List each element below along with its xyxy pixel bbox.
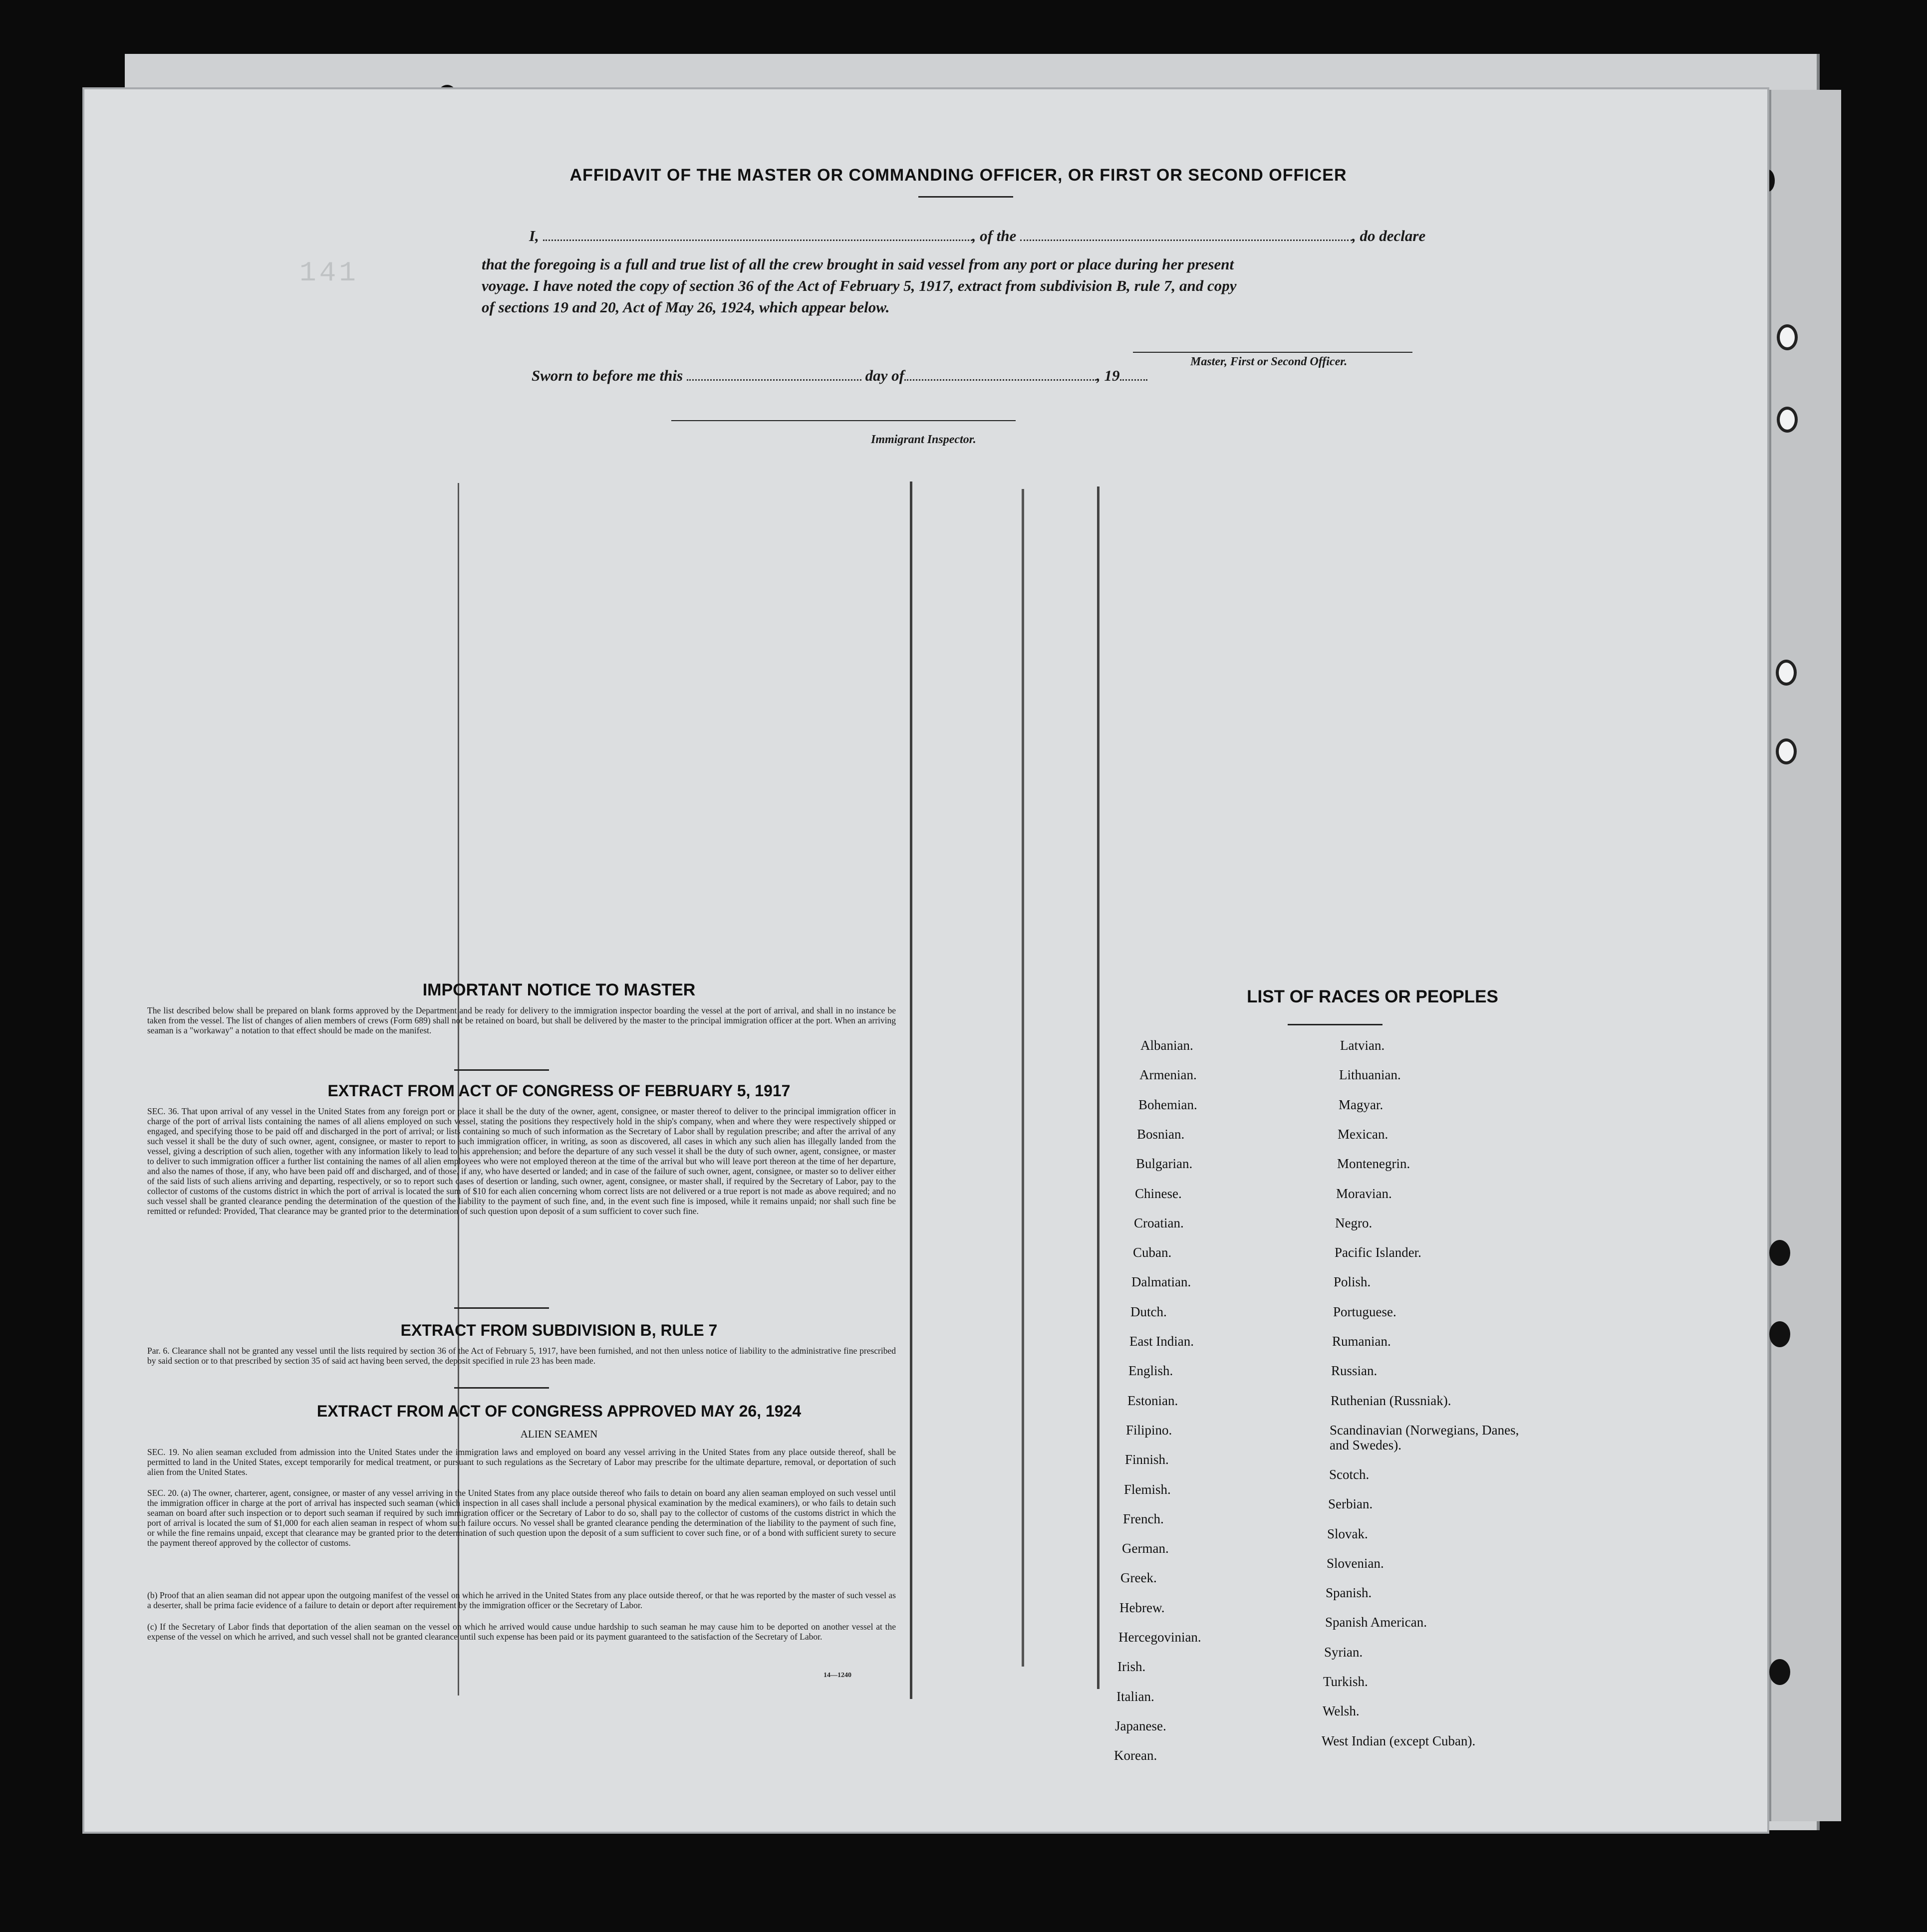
race-item: Scandinavian (Norwegians, Danes, and Swedes). xyxy=(1330,1422,1519,1452)
notice-text: The list described below shall be prepared on blank forms approved by the Department and be ready for delivery to the immigration inspector boarding the vessel at the port of arrival, and shall in no instance be taken from the vessel. The list of changes of alien members of crews (Form 689) shall not be retained on board, but shall be delivered by the master to the principal immigration officer at the port. When an arriving seaman is a "workaway" a notation to that effect should be made on the manifest. xyxy=(147,1005,896,1035)
race-item: Spanish. xyxy=(1326,1585,1372,1601)
inspector-label: Immigrant Inspector. xyxy=(871,433,976,446)
affidavit-line1 xyxy=(529,227,1425,245)
sworn-line xyxy=(532,367,1147,385)
race-item: Polish. xyxy=(1334,1274,1371,1290)
vertical-rule xyxy=(1097,486,1100,1689)
rule7-text: Par. 6. Clearance shall not be granted any vessel until the lists required by section 36 of the Act of February 5, 1917, have been furnished, and not then unless notice of liability to the administrative fine prescribed by said section or to that prescribed by section 35 of said act having been served, the deposit specified in rule 23 has been made. xyxy=(147,1346,896,1366)
affidavit-title: AFFIDAVIT OF THE MASTER OR COMMANDING OFFICER, OR FIRST OR SECOND OFFICER xyxy=(569,166,1347,185)
race-item: Dutch. xyxy=(1130,1304,1167,1319)
notice-rule xyxy=(454,1069,549,1071)
title-rule xyxy=(918,196,1013,198)
extract-1917-rule xyxy=(454,1307,549,1309)
stamp-number: 141 xyxy=(299,257,359,289)
race-item: Moravian. xyxy=(1336,1186,1392,1201)
alien-seamen-subtitle: ALIEN SEAMEN xyxy=(520,1428,598,1440)
race-item: Ruthenian (Russniak). xyxy=(1331,1393,1451,1408)
race-item: Mexican. xyxy=(1338,1126,1388,1142)
race-item: Slovak. xyxy=(1327,1526,1368,1541)
sec20b-text: (b) Proof that an alien seaman did not appear upon the outgoing manifest of the vessel on which he arrived in the United States from any place outside thereof, or that he was reported by the master of such vessel as a deserter, shall be prima facie evidence of a failure to detain or deport after requirement by the immigration officer or the Secretary of Labor. xyxy=(147,1590,896,1610)
race-item: Estonian. xyxy=(1127,1393,1178,1408)
race-item: Hercegovinian. xyxy=(1118,1630,1201,1645)
race-item: Italian. xyxy=(1116,1689,1154,1704)
race-item: Scotch. xyxy=(1329,1466,1370,1482)
month-blank[interactable] xyxy=(904,379,1097,381)
race-item: Syrian. xyxy=(1324,1644,1363,1660)
of-the-label: , of the xyxy=(972,227,1017,244)
race-item: Rumanian. xyxy=(1332,1334,1391,1349)
i-label: I, xyxy=(529,227,539,244)
binder-hole xyxy=(1769,1321,1790,1347)
race-item: English. xyxy=(1128,1363,1173,1379)
extract-1917-title: EXTRACT FROM ACT OF CONGRESS OF FEBRUARY 5, 1917 xyxy=(327,1082,791,1100)
year-blank[interactable] xyxy=(1120,379,1147,381)
race-item: West Indian (except Cuban). xyxy=(1322,1733,1476,1748)
race-item: Armenian. xyxy=(1139,1067,1197,1083)
race-item: Greek. xyxy=(1120,1570,1157,1586)
race-item: Flemish. xyxy=(1124,1481,1171,1497)
race-item: Montenegrin. xyxy=(1337,1156,1410,1172)
race-item: Chinese. xyxy=(1135,1186,1182,1201)
affidavit-line2: that the foregoing is a full and true list of all the crew brought in said vessel from any port or place during her present xyxy=(482,255,1234,273)
race-item: Irish. xyxy=(1117,1659,1146,1675)
rule7-title: EXTRACT FROM SUBDIVISION B, RULE 7 xyxy=(400,1321,718,1339)
race-item: Negro. xyxy=(1335,1215,1373,1230)
binder-hole xyxy=(1776,660,1797,686)
binder-hole xyxy=(1777,324,1798,350)
notice-title: IMPORTANT NOTICE TO MASTER xyxy=(422,980,696,999)
race-item: Hebrew. xyxy=(1119,1600,1165,1615)
binder-hole xyxy=(1776,738,1797,764)
race-item: Cuban. xyxy=(1133,1245,1172,1260)
affidavit-line3: voyage. I have noted the copy of section 36 of the Act of February 5, 1917, extract from subdivision B, rule 7, and copy xyxy=(482,277,1237,294)
races-rule xyxy=(1288,1024,1382,1025)
day-of-label: day of xyxy=(865,367,904,384)
signature-line[interactable] xyxy=(1133,352,1412,353)
race-item: Welsh. xyxy=(1323,1703,1360,1719)
race-item: Finnish. xyxy=(1125,1452,1169,1467)
vessel-blank[interactable] xyxy=(1020,240,1352,241)
race-item: French. xyxy=(1123,1511,1164,1526)
race-item: Filipino. xyxy=(1126,1422,1172,1438)
page-edge-strip xyxy=(1769,90,1841,1821)
race-item: Turkish. xyxy=(1323,1674,1368,1689)
race-item: Croatian. xyxy=(1134,1215,1184,1230)
race-item: Russian. xyxy=(1331,1363,1377,1379)
race-item: East Indian. xyxy=(1129,1334,1194,1349)
races-title: LIST OF RACES OR PEOPLES xyxy=(1247,987,1498,1006)
sec20a-text: SEC. 20. (a) The owner, charterer, agent, consignee, or master of any vessel arriving in the United States from any place outside thereof who fails to detain on board any alien seaman employed on such vessel until the immigration officer in charge at the port of arrival has inspected such seaman (which inspection in all cases shall include a personal physical examination by the medical examiners), or who fails to detain such seaman on board after such inspection or to deport such seaman if required by such immigration officer or the Secretary of Labor to do so, shall pay to the collector of customs of the customs district in which the port of arrival is located the sum of $1,000 for each alien seaman in respect of whom such failure occurs. No vessel shall be granted clearance pending the determination of the liability to the payment of such fine, or while the fine remains unpaid, except that clearance may be granted prior to the determination of such question upon the deposit of a sum sufficient to cover such fine, or of a bond with sufficient surety to secure the payment thereof approved by the collector of customs. xyxy=(147,1488,896,1548)
race-item: Slovenian. xyxy=(1327,1555,1384,1571)
form-number: 14—1240 xyxy=(824,1672,851,1679)
affidavit-line4: of sections 19 and 20, Act of May 26, 1924, which appear below. xyxy=(482,298,890,316)
inspector-signature-line[interactable] xyxy=(671,420,1016,421)
extract-1924-title: EXTRACT FROM ACT OF CONGRESS APPROVED MAY 26, 1924 xyxy=(316,1402,802,1420)
race-item: German. xyxy=(1122,1541,1169,1556)
race-item: Serbian. xyxy=(1328,1496,1373,1512)
vertical-rule xyxy=(910,482,912,1699)
sec19-text: SEC. 19. No alien seaman excluded from admission into the United States under the immigration laws and employed on board any vessel arriving in the United States from any place outside thereof, shall be permitted to land in the United States, except temporarily for medical treatment, or pursuant to such regulations as the Secretary of Labor may prescribe for the ultimate departure, removal, or deportation of such alien from the United States. xyxy=(147,1447,896,1477)
race-item: Lithuanian. xyxy=(1339,1067,1401,1083)
declare-label: , do declare xyxy=(1352,227,1426,244)
sworn-label: Sworn to before me this xyxy=(532,367,683,384)
race-item: Dalmatian. xyxy=(1131,1274,1191,1290)
race-item: Korean. xyxy=(1114,1748,1157,1763)
name-blank[interactable] xyxy=(543,240,972,241)
race-item: Spanish American. xyxy=(1325,1615,1427,1630)
race-item: Portuguese. xyxy=(1333,1304,1396,1319)
rule7-rule xyxy=(454,1387,549,1389)
form-page xyxy=(82,87,1769,1834)
extract-1917-text: SEC. 36. That upon arrival of any vessel in the United States from any foreign port or place it shall be the duty of the owner, agent, consignee, or master thereof to deliver to the principal immigration officer in charge of the port of arrival lists containing the names of all aliens employed on such vessel, stating the positions they respectively hold in the ship's company, when and where they were respectively shipped or engaged, and specifying those to be paid off and discharged in the port of arrival; or lists containing so much of such information as the Secretary of Labor shall by regulation prescribe; and after the arrival of any such vessel it shall be the duty of such owner, agent, consignee, or master to report to such immigration officer, in writing, as soon as discovered, all cases in which any such alien has illegally landed from the vessel, giving a description of such alien, together with any information likely to lead to his apprehension; and before the departure of any such vessel it shall be the duty of such owner, agent, consignee, or master to deliver to such immigration officer a further list containing the names of all alien employees who were not employed thereon at the time of the arrival but who will leave port thereon at the time of her departure, and also the names of those, if any, who have been paid off and discharged, and of those, if any, who have deserted or landed; and in case of the failure of such owner, agent, consignee, or master so to deliver either of the said lists of such aliens arriving and departing, respectively, or so to report such cases of desertion or landing, such owner, agent, consignee, or master shall, if required by the Secretary of Labor, pay to the collector of customs of the customs district in which the port of arrival is located the sum of $10 for each alien concerning whom correct lists are not delivered or a true report is not made as above required; and no such vessel shall be granted clearance pending the determination of the question of the liability to the payment of such fine, and, in the event such fine is imposed, while it remains unpaid; nor shall such fine be remitted or refunded: Provided, That clearance may be granted prior to the determination of such question upon deposit of a sum sufficient to cover such fine. xyxy=(147,1106,896,1216)
race-item: Magyar. xyxy=(1339,1097,1383,1112)
day-blank[interactable] xyxy=(687,379,861,381)
binder-hole xyxy=(1769,1240,1790,1266)
year-label: , 19 xyxy=(1097,367,1120,384)
vertical-rule xyxy=(1022,489,1024,1667)
binder-hole xyxy=(1769,1659,1790,1685)
binder-hole xyxy=(1777,407,1798,433)
race-item: Pacific Islander. xyxy=(1335,1245,1421,1260)
race-item: Bohemian. xyxy=(1138,1097,1197,1112)
race-item: Japanese. xyxy=(1115,1718,1166,1733)
race-item: Albanian. xyxy=(1140,1038,1193,1053)
race-item: Latvian. xyxy=(1340,1038,1385,1053)
race-item: Bosnian. xyxy=(1137,1126,1185,1142)
race-item: Bulgarian. xyxy=(1136,1156,1193,1172)
sec20c-text: (c) If the Secretary of Labor finds that deportation of the alien seaman on the vessel on which he arrived would cause undue hardship to such seaman he may cause him to be deported on another vessel at the expense of the vessel on which he arrived, and such vessel shall not be granted clearance until such expense has been paid or its payment guaranteed to the satisfaction of the Secretary of Labor. xyxy=(147,1622,896,1642)
master-label: Master, First or Second Officer. xyxy=(1190,355,1348,368)
